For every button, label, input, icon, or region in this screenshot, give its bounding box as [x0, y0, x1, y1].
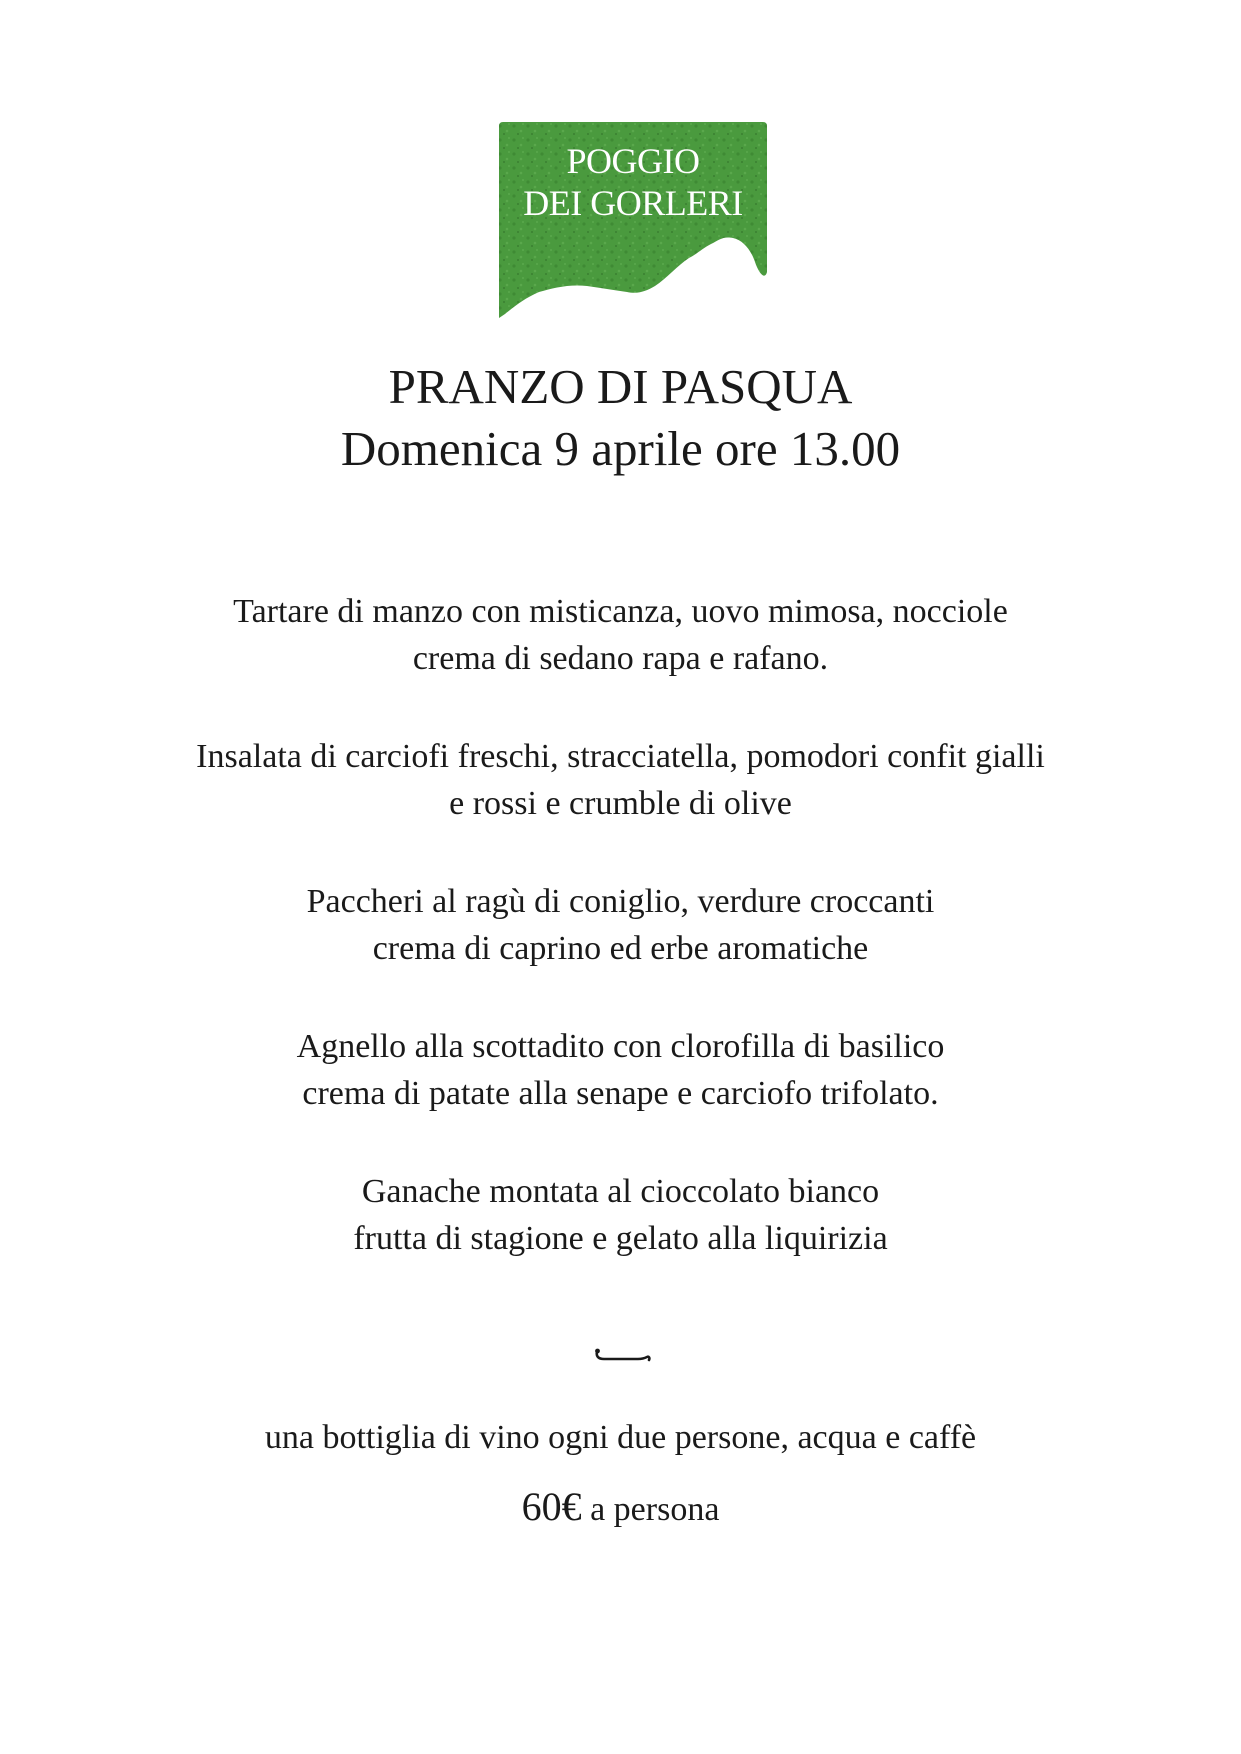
logo-line-1: POGGIO	[566, 141, 700, 181]
course-line: Agnello alla scottadito con clorofilla di basilico	[296, 1028, 945, 1065]
course-line: crema di sedano rapa e rafano.	[412, 640, 829, 677]
price-line	[0, 1484, 1241, 1533]
course-line: e rossi e crumble di olive	[449, 785, 792, 822]
included-note: una bottiglia di vino ogni due persone, acqua e caffè	[264, 1419, 977, 1456]
course-line: crema di caprino ed erbe aromatiche	[372, 930, 869, 967]
menu-course	[0, 588, 1241, 682]
logo-line-2: DEI GORLERI	[523, 183, 743, 223]
event-date: Domenica 9 aprile ore 13.00	[340, 421, 901, 476]
menu-course	[0, 1168, 1241, 1262]
logo-text	[497, 140, 769, 224]
flourish-divider-icon	[594, 1346, 652, 1368]
price-suffix: a persona	[590, 1491, 720, 1528]
menu-list	[0, 588, 1241, 1313]
menu-course	[0, 878, 1241, 972]
course-line: Insalata di carciofi freschi, stracciatella, pomodori confit gialli	[196, 738, 1045, 775]
course-line: Tartare di manzo con misticanza, uovo mimosa, nocciole	[233, 593, 1008, 630]
menu-course	[0, 733, 1241, 827]
course-line: Paccheri al ragù di coniglio, verdure croccanti	[306, 883, 935, 920]
page-title: PRANZO DI PASQUA	[388, 359, 853, 414]
course-line: frutta di stagione e gelato alla liquirizia	[353, 1220, 888, 1257]
menu-course	[0, 1023, 1241, 1117]
restaurant-logo	[497, 122, 769, 318]
price-amount: 60€	[521, 1484, 582, 1529]
course-line: crema di patate alla senape e carciofo trifolato.	[302, 1075, 939, 1112]
course-line: Ganache montata al cioccolato bianco	[361, 1173, 880, 1210]
